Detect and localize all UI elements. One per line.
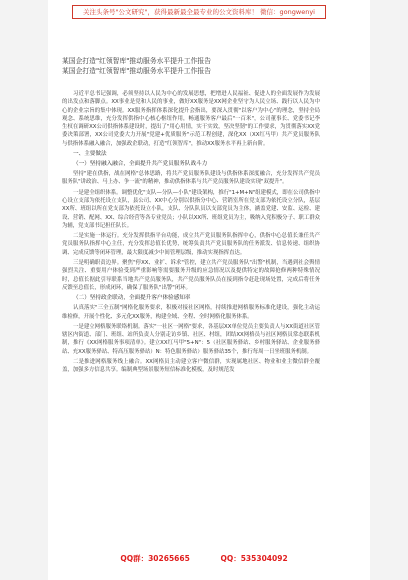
paragraph: 习近平总书记强调，必须坚持以人民为中心的发展思想，把增进人民福祉、促进人的全面发展作为发展的出发点和落脚点。XX事业是党和人民的事业，做好XX服务是XX网企业坚守为人民立场、践行以人民为中心的企业宗旨的集中体现。XX服务指挥体系深化提升会指出，要深入贯彻"以客户为中心"的理念，坚持全局观念、系统思维，充分发挥供指中心核心枢纽作用，畅通服务客户最后"一百米"，公司董事长、党委书记李生权在调研XX公司供指体系建设时，提出了"用心用情，实干实效，坚决坚韧"的工作要求，为贯彻落实XX党委决策部署，XX公司党委大力开展"党建+优质服务"示范工程创建，深化XX（XX红马甲）共产党员服务队与供指体系融入融合，加强政企联动，打造"红领智库"，推动XX服务水平再上新台阶。: [62, 91, 320, 147]
document-title-repeat: 某国企打造"红领智库"推动服务水平提升工作报告: [62, 67, 211, 75]
paragraph: 一是建立网格服务联络机制。落实"一社区一网格"要求，各基层XX单位党员主要负责人与XX街道社区管辖区内街道、部门、班组、站所负责人分别走访乡镇、社区、村组，团结XX网格员与社区网格员常态联系机制，推行《XX网格服务事项清单》。建立XX红马甲"5+N"：5（社区服务驿站、乡村服务驿站、企业服务驿站、充XX服务驿站、特高压服务驿站）N：特色服务驿站）服务驿站35个，推行每周一日坐班服务机制。: [62, 323, 320, 355]
promo-banner: 关注头条号"公文研究"，获得最新最全最专业的公文资料库！ 微信：gongwenyi: [72, 5, 326, 19]
section-heading: 一、主要做法: [73, 151, 107, 158]
contact-footer: [0, 553, 408, 564]
paragraph: 坚持"建在供指，战在网格"总体思路，将共产党员服务队建设与供指体系深度融合，充分发挥共产党员服务队"讲政治、马上办、争一流"的精神，推动供指体系与共产党员服务队建设实现"双提升"。: [62, 171, 320, 186]
paragraph: 一是建全组织体系。调整优化"支队—分队—小队"建设架构，推行"1+M+N"组建模式，即在公司供指中心设立支部为依托设立支队，县公司、XX中心分别以供指分中心、营销室所在党支部为依托设立分队，基层XX所、班组以所在党支部为依托设立小队，支队、分队队员以支部党员为主体，涵盖党建、安监、运检、建设、营销、配网、XX、综合经营等各专业党员；小队以XX所、班组党员为主，吸纳入党积极分子、职工群众为辅，党支部书记担任队长。: [62, 189, 320, 229]
paragraph: 二是实施一体运行。充分发挥供指平台功能，成立共产党员服务队指挥中心，供指中心总值长兼任共产党员服务队指挥中心主任，充分发挥总值长优势，统筹负责共产党员服务队的任务派发、信息传递、组织协调、完成反馈等闭环管理，最大限度减少中间管理层级，推动实现指挥直达。: [62, 233, 320, 256]
paragraph: 三是明确职责边界。聚焦"停XX、业扩、诉求"管控，建立共产党员服务队"出警"机制，当遇到社会舆情强烈关注、重要用户体验受到严重影响等需要服务升级的应急情况以及提供特定的故障抢修两种特殊情况时，总值长据此引导联系当地共产党员服务队，共产党员服务队员在接到指令赶赴现场处置，完成后将任务反馈至总值长，形成闭环，确保了服务队"出警"闭环。: [62, 260, 320, 291]
section-heading: （二）坚持政企联动，全面提升客户体验感知率: [73, 295, 191, 302]
section-heading: （一）坚持融入融合，全面提升共产党员服务队战斗力: [73, 161, 208, 168]
qq-contact: QQ：535304092: [220, 554, 288, 563]
document-body: [62, 90, 320, 377]
document-titles: [62, 56, 342, 76]
document-title: 某国企打造"红领智库"推动服务水平提升工作报告: [62, 57, 211, 65]
paragraph: 二是推进网格服务线上融合。XX网格员主动建立客户微信群，实现属地社区、物业和业主微信群全覆盖，加强多方信息共享。编制典型场景服务短信标准化模板，及时规范发: [62, 359, 320, 374]
paragraph: 认真落实"三全五制"网格化服务要求，积极对接社区网格，持续推进网格服务标准化建设，强化主动运维检修，开展个性化、多元化XX服务，构建全域、全程、全时网格化服务体系。: [62, 305, 320, 320]
qq-group: QQ群：30265665: [120, 554, 190, 563]
